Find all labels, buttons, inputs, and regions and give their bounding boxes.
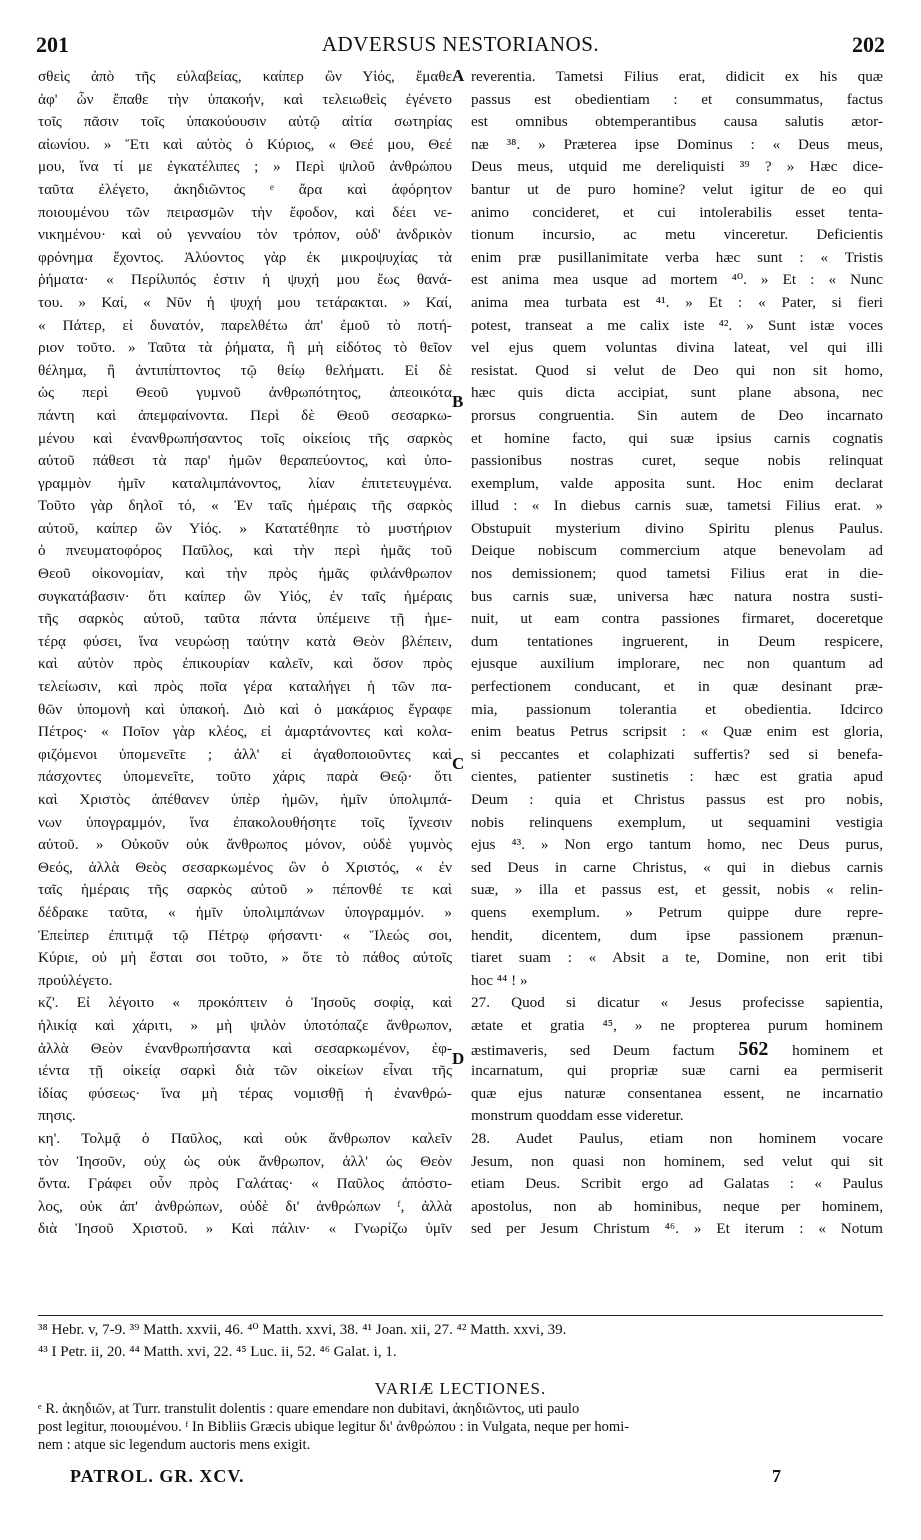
variae-lectiones-text bbox=[38, 1400, 883, 1454]
greek-line: ταῖς ἡμέραις τῆς σαρκὸς αὐτοῦ » πέπονθέ τε καὶ bbox=[38, 881, 452, 899]
latin-line: ætate et gratia ⁴⁵, » ne propterea purum hominem bbox=[471, 1016, 883, 1034]
greek-line: πησις. bbox=[38, 1107, 76, 1125]
greek-line: νικημένου· καὶ οὐ γενναίου τὸν τρόπον, οὐδ' ἀνδρικὸν bbox=[38, 226, 452, 244]
variae-line: post legitur, ποιουμένου. ᶠ In Bibliis Græcis ubique legitur δι' ἀνθρώπου : in Vulgata, neque per homi- bbox=[38, 1419, 630, 1435]
greek-line: του. » Καί, « Νῦν ἡ ψυχή μου τετάρακται. » Καί, bbox=[38, 293, 452, 311]
latin-line: reverentia. Tametsi Filius erat, didicit ex his quæ bbox=[471, 68, 883, 85]
greek-line: τέρᾳ φύσει, ἵνα νευρώσῃ ταύτην κατὰ Θεὸν βλέπειν, bbox=[38, 632, 452, 650]
greek-line: σθεὶς ἀπὸ τῆς εὐλαβείας, καίπερ ὢν Υἱός, ἔμαθε bbox=[38, 68, 452, 85]
latin-line: nobis relinquens exemplum, ut sequamini vestigia bbox=[471, 813, 883, 831]
latin-line: ejus ⁴³. » Non ergo tantum homo, nec Deus purus, bbox=[471, 836, 883, 854]
column-number: 562 bbox=[714, 1037, 793, 1060]
greek-line: ποιουμένου τῶν πειρασμῶν τὴν ἔφοδον, καὶ δέει νε- bbox=[38, 203, 452, 221]
greek-line: νων ὑπογραμμόν, ἵνα ἐπακολουθήσητε τοῖς ἴχνεσιν bbox=[38, 813, 452, 831]
latin-line: enim beatus Petrus scripsit : « Quæ enim est gloria, bbox=[471, 723, 883, 741]
greek-line: μου, ἵνα τί με ἐγκατέλιπες ; » Περὶ ψιλοῦ ἀνθρώπου bbox=[38, 158, 452, 176]
latin-line: Deique nobiscum commercium atque benevolam ad bbox=[471, 542, 883, 560]
latin-line: monstrum quoddam esse videretur. bbox=[471, 1107, 684, 1125]
latin-line: etiam Deus. Scribit ergo ad Galatas : « Paulus bbox=[471, 1175, 883, 1193]
variae-line: nem : atque sic legendum auctoris mens exigit. bbox=[38, 1437, 311, 1453]
greek-line: Ἐπείπερ ἐπιτιμᾷ τῷ Πέτρῳ φήσαντι· « Ἵλεώς σοι, bbox=[38, 926, 452, 944]
greek-line: θῶν ὑπομονὴ καὶ ὑπακοή. Διὸ καὶ ὁ μακάριος ἔγραφε bbox=[38, 700, 452, 718]
greek-line: καὶ αὐτὸν πρὸς ἐπικουρίαν καλεῖν, καὶ ὅσον πρὸς bbox=[38, 655, 452, 673]
footnote-rule bbox=[38, 1315, 883, 1316]
latin-line: mia, passionum tolerantia et obedientia. Idcirco bbox=[471, 700, 883, 718]
latin-column bbox=[471, 66, 883, 1241]
latin-line: incarnatum, qui propriæ suæ carni ea permiserit bbox=[471, 1062, 883, 1080]
page-number-left: 201 bbox=[36, 32, 69, 57]
greek-line: αὐτοῦ πάθεσι τὰ παρ' ἡμῶν θεραπεύοντος, καὶ ὑπο- bbox=[38, 452, 452, 470]
variae-lectiones-title: VARIÆ LECTIONES. bbox=[374, 1379, 547, 1398]
greek-line: θέλημα, ἢ ἀντιπίπτοντος τῷ θείῳ θελήματι. Εἰ δὲ bbox=[38, 361, 452, 379]
latin-line: hoc ⁴⁴ ! » bbox=[471, 971, 528, 989]
margin-letter-d: D bbox=[452, 1049, 465, 1068]
greek-line: Θεοῦ οἰκονομίαν, καὶ τὴν πρὸς ἡμᾶς φιλάνθρωπον bbox=[38, 565, 452, 583]
greek-line: ταῦτα ἐλέγετο, ἀκηδιῶντος ᵉ ἄρα καὶ ἀφόρητον bbox=[38, 180, 452, 198]
latin-line: resistat. Quod si velut de Deo qui non sit homo, bbox=[471, 361, 883, 379]
latin-line: vel ejus quem voluntas divina lateat, vel qui illi bbox=[471, 339, 883, 357]
latin-line: Deum : quia et Christus passus est pro nobis, bbox=[471, 791, 883, 808]
signature-mark: 7 bbox=[772, 1466, 781, 1486]
greek-line: Θεός, ἀλλὰ Θεὸς σεσαρκωμένος ὢν ὁ Χριστός, « ἐν bbox=[38, 858, 452, 876]
margin-letter-a: A bbox=[452, 66, 465, 85]
latin-line: et homine facto, qui suæ ipsius carnis cognatis bbox=[471, 429, 883, 447]
latin-line: bus carnis suæ, universa hæc natura nostra susti- bbox=[471, 587, 883, 605]
latin-line: hendit, dicentem, dum ipse passionem prænun- bbox=[471, 926, 883, 944]
greek-line: προὐλέγετο. bbox=[38, 971, 113, 989]
latin-line: næ ³⁸. » Præterea ipse Dominus : « Deus meus, bbox=[471, 135, 883, 153]
greek-line: Τοῦτο γὰρ δηλοῖ τό, « Ἐν ταῖς ἡμέραις τῆς σαρκὸς bbox=[38, 497, 452, 515]
greek-line: Κύριε, οὐ μὴ ἔσται σοι τοῦτο, » ὅτε τὸ πάθος αὐτοῖς bbox=[38, 949, 452, 967]
latin-line: 28. Audet Paulus, etiam non hominem vocare bbox=[471, 1129, 883, 1147]
greek-line: ἡλικίᾳ καὶ χάριτι, » μὴ ψιλὸν ὑποτόπαζε ἄνθρωπον, bbox=[38, 1016, 452, 1034]
latin-line: sed Deus in carne Christus, « qui in diebus carnis bbox=[471, 858, 883, 876]
running-title: ADVERSUS NESTORIANOS. bbox=[321, 32, 600, 56]
greek-line: αὐτοῦ. » Οὐκοῦν οὐκ ἄνθρωπος μόνον, οὐδὲ γυμνὸς bbox=[38, 836, 452, 854]
latin-line: est omnibus obtemperantibus causa salutis ætor- bbox=[471, 113, 883, 131]
latin-line: apostolus, non ab hominibus, neque per hominem, bbox=[471, 1197, 883, 1215]
latin-line: cientes, patienter sustinetis : hæc est gratia apud bbox=[471, 768, 883, 786]
latin-line: illud : « In diebus carnis suæ, tametsi Filius erat. » bbox=[471, 497, 883, 515]
greek-line: αἰωνίου. » Ἔτι καὶ αὐτὸς ὁ Κύριος, « Θεέ μου, Θεέ bbox=[38, 135, 452, 153]
greek-line: ἀλλὰ Θεὸν ἐνανθρωπήσαντα καὶ σεσαρκωμένον, ἐφ- bbox=[38, 1039, 452, 1057]
page-header bbox=[36, 32, 885, 62]
greek-line: ῥήματα· « Περίλυπός ἐστιν ἡ ψυχή μου ἕως θανά- bbox=[38, 271, 452, 289]
latin-line: enim præ pusillanimitate verba hæc sunt : « Tristis bbox=[471, 248, 883, 266]
greek-line: λος, οὐκ ἀπ' ἀνθρώπων, οὐδὲ δι' ἀνθρώπων ᶠ, ἀλλὰ bbox=[38, 1197, 452, 1215]
latin-line: exemplum, valde apposita sunt. Hoc enim declarat bbox=[471, 474, 883, 492]
latin-line: nuit, ut eam contra passiones firmaret, doceretque bbox=[471, 610, 883, 628]
page-number-right: 202 bbox=[852, 32, 885, 57]
latin-line: prorsus congruentia. Sin autem de Deo incarnato bbox=[471, 406, 883, 424]
latin-line: Obstupuit mysterium divino Spiritu plenus Paulus. bbox=[471, 519, 883, 537]
latin-line: quæ ejus naturæ consentanea essent, ne incarnatio bbox=[471, 1084, 883, 1102]
latin-line: æstimaveris, sed Deum factum 562 hominem et bbox=[471, 1037, 883, 1060]
greek-line: φιζόμενοι ὑπομενεῖτε ; ἀλλ' εἰ ἀγαθοποιοῦντες καὶ bbox=[38, 745, 452, 763]
greek-line: ἰδίας φύσεως· ἵνα μὴ τέρας νομισθῇ ἡ ἐνανθρώ- bbox=[38, 1084, 452, 1102]
latin-line: animo concideret, et cui intolerabilis esset tenta- bbox=[471, 203, 883, 221]
footnote-line-1: ³⁸ Hebr. v, 7-9. ³⁹ Matth. xxvii, 46. ⁴⁰ Matth. xxvi, 38. ⁴¹ Joan. xii, 27. ⁴² Matth. xxvi, 39. bbox=[38, 1322, 567, 1338]
latin-line: tiaret suam : « Absit a te, Domine, non erit tibi bbox=[471, 949, 883, 967]
variae-line: ᵉ R. ἀκηδιῶν, at Turr. transtulit dolentis : quare emendare non dubitavi, ἀκηδιῶντος, uti paulo bbox=[38, 1401, 580, 1417]
latin-line: nos demissionem; quod tametsi Filius erat in die- bbox=[471, 565, 883, 583]
latin-line: dum tentationes ingruerent, in Deum respicere, bbox=[471, 632, 883, 650]
latin-line: Deus meus, utquid me dereliquisti ³⁹ ? » Hæc dice- bbox=[471, 158, 883, 176]
greek-line: μένου καὶ ἐνανθρωπήσαντος τοῖς οἰκείοις τῆς σαρκὸς bbox=[38, 429, 452, 447]
greek-line: κζ'. Εἰ λέγοιτο « προκόπτειν ὁ Ἰησοῦς σοφίᾳ, καὶ bbox=[38, 994, 452, 1012]
latin-line: potest, transeat a me calix iste ⁴². » Sunt istæ voces bbox=[471, 316, 883, 334]
latin-line-continuation: hominem et bbox=[792, 1041, 883, 1059]
greek-line: ιέντα τῇ οἰκείᾳ σαρκὶ διὰ τῶν οἰκείων εἶναι τῆς bbox=[38, 1062, 452, 1080]
greek-line: συγκατάβασιν· ὅτι καίπερ ὢν Υἱός, ἐν ταῖς ἡμέραις bbox=[38, 587, 452, 605]
latin-line: suæ, » illa et passus est, et gessit, nobis « relin- bbox=[471, 881, 883, 899]
latin-line: sed per Jesum Christum ⁴⁶. » Et iterum : « Notum bbox=[471, 1220, 883, 1238]
greek-line: διὰ Ἰησοῦ Χριστοῦ. » Καὶ πάλιν· « Γνωρίζω ὑμῖν bbox=[38, 1220, 452, 1238]
latin-line: tionum incursio, ac metu vinceretur. Deficientis bbox=[471, 226, 883, 244]
greek-line: ὁ πνευματοφόρος Παῦλος, καὶ τὴν περὶ ἡμᾶς τοῦ bbox=[38, 542, 452, 560]
margin-letter-c: C bbox=[452, 754, 465, 773]
greek-line: ριον τοῦτο. » Ταῦτα τὰ ῥήματα, ἢ μὴ εἰδότος τὸ θεῖον bbox=[38, 339, 452, 357]
footnote-line-2: ⁴³ I Petr. ii, 20. ⁴⁴ Matth. xvi, 22. ⁴⁵ Luc. ii, 52. ⁴⁶ Galat. i, 1. bbox=[38, 1344, 397, 1360]
latin-line: Jesum, non quasi non hominem, sed velut qui sit bbox=[471, 1152, 883, 1170]
greek-line: πάσχοντες ὑπομενεῖτε, τοῦτο χάρις παρὰ Θεῷ· ὅτι bbox=[38, 768, 452, 786]
greek-line: καὶ Χριστὸς ἀπέθανεν ὑπὲρ ἡμῶν, ἡμῖν ὑπολιμπά- bbox=[38, 791, 452, 808]
latin-line: passionibus nostras curet, seque nobis relinquat bbox=[471, 452, 883, 470]
latin-line: si peccantes et colaphizati suffertis? sed si benefa- bbox=[471, 745, 883, 763]
latin-line: anima mea turbata est ⁴¹. » Et : « Pater, si fieri bbox=[471, 293, 883, 311]
greek-line: πάντη καὶ ἀπεμφαίνοντα. Περὶ δὲ Θεοῦ σεσαρκω- bbox=[38, 406, 452, 424]
greek-line: ὡς περὶ Θεοῦ γυμνοῦ ἀνθρωπότητος, ἀπεοικότα bbox=[38, 384, 452, 402]
greek-column bbox=[38, 66, 452, 1241]
greek-line: « Πάτερ, εἰ δυνατόν, παρελθέτω ἀπ' ἐμοῦ τὸ ποτή- bbox=[38, 316, 452, 334]
latin-line: est anima mea usque ad mortem ⁴⁰. » Et : « Nunc bbox=[471, 271, 883, 289]
patrologia-footer: PATROL. GR. XCV. bbox=[70, 1466, 245, 1486]
latin-line: ejusque auxilium implorare, nec non quantum ad bbox=[471, 655, 883, 673]
latin-line: quens exemplum. » Petrum quippe dure repre- bbox=[471, 903, 883, 921]
latin-line: passus est obedientiam : et consummatus, factus bbox=[471, 90, 883, 108]
greek-line: ἀφ' ὧν ἔπαθε τὴν ὑπακοήν, καὶ τελειωθεὶς ἐγένετο bbox=[38, 90, 452, 108]
greek-line: αὐτοῦ, καίπερ ὢν Υἱός. » Κατατέθηπε τὸ μυστήριον bbox=[38, 519, 452, 537]
greek-line: τοῖς πᾶσιν τοῖς ὑπακούουσιν αὐτῷ αἰτία σωτηρίας bbox=[38, 113, 452, 131]
greek-line: τὸν Ἰησοῦν, οὐχ ὡς οὐκ ἄνθρωπον, ἀλλ' ὡς Θεὸν bbox=[38, 1152, 452, 1170]
greek-line: τελείωσιν, καὶ πρὸς ποῖα γέρα καταλήγει ἡ τῶν πα- bbox=[38, 678, 452, 696]
greek-line: τῆς σαρκὸς αὐτοῦ, ταῦτα πάντα ὑπέμεινε τῇ ἡμε- bbox=[38, 610, 452, 628]
greek-line: κη'. Τολμᾷ ὁ Παῦλος, καὶ οὐκ ἄνθρωπον καλεῖν bbox=[38, 1129, 452, 1147]
greek-line: φρόνημα ἔχοντος. Ἀλύοντος γὰρ ἐκ μικροψυχίας τὰ bbox=[38, 248, 452, 266]
margin-letter-b: B bbox=[452, 392, 464, 411]
latin-line: hæc quis dicta accipiat, sunt plane absona, nec bbox=[471, 384, 883, 402]
greek-line: δέδρακε ταῦτα, « ἡμῖν ὑπολιμπάνων ὑπογραμμόν. » bbox=[38, 903, 452, 921]
latin-line: 27. Quod si dicatur « Jesus profecisse sapientia, bbox=[471, 994, 883, 1012]
greek-line: Πέτρος· « Ποῖον γὰρ κλέος, εἰ ἁμαρτάνοντες καὶ κολα- bbox=[38, 723, 452, 741]
greek-line: γραμμὸν ἡμῖν καταλιμπάνοντος, λίαν ἐπιτετευγμένα. bbox=[38, 474, 452, 492]
greek-line: ὄντα. Γράφει οὖν πρὸς Γαλάτας· « Παῦλος ἀπόστο- bbox=[38, 1175, 452, 1193]
latin-line: bantur ut de puro homine? velut igitur de eo qui bbox=[471, 180, 883, 198]
latin-line: perfectionem conducant, et in quæ desinant præ- bbox=[471, 678, 883, 696]
